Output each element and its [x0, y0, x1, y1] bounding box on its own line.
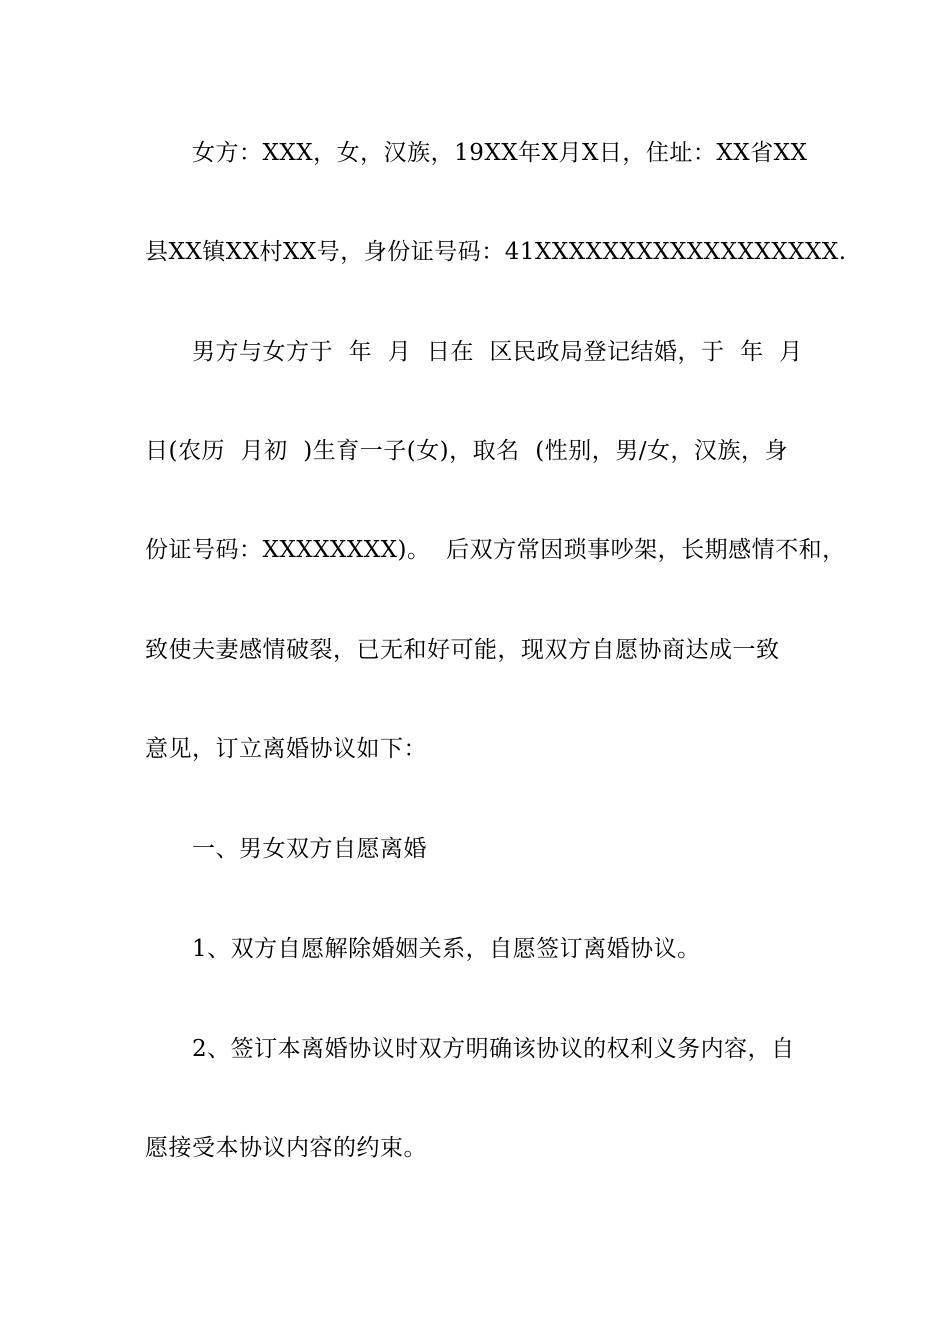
paragraph-marriage-line-3: 份证号码：XXXXXXXX)。 后双方常因琐事吵架，长期感情不和，: [145, 537, 846, 563]
clause-2-line-1: 2、签订本离婚协议时双方明确该协议的权利义务内容，自: [192, 1036, 795, 1062]
clause-2-line-2: 愿接受本协议内容的约束。: [145, 1135, 427, 1161]
paragraph-marriage-line-2: 日(农历 月初 )生育一子(女)，取名 (性别，男/女，汉族，身: [145, 438, 788, 464]
paragraph-female-party-line-2: 县XX镇XX村XX号，身份证号码：41XXXXXXXXXXXXXXXXXX.: [145, 239, 847, 265]
clause-1: 1、双方自愿解除婚姻关系，自愿签订离婚协议。: [192, 936, 701, 962]
paragraph-marriage-line-4: 致使夫妻感情破裂，已无和好可能，现双方自愿协商达成一致: [145, 637, 780, 663]
paragraph-marriage-line-1: 男方与女方于 年 月 日在 区民政局登记结婚，于 年 月: [192, 339, 803, 365]
paragraph-female-party-line-1: 女方：XXX，女，汉族，19XX年X月X日，住址：XX省XX: [192, 140, 808, 166]
section-heading-1: 一、男女双方自愿离婚: [192, 836, 427, 862]
paragraph-marriage-line-5: 意见，订立离婚协议如下：: [145, 736, 427, 762]
